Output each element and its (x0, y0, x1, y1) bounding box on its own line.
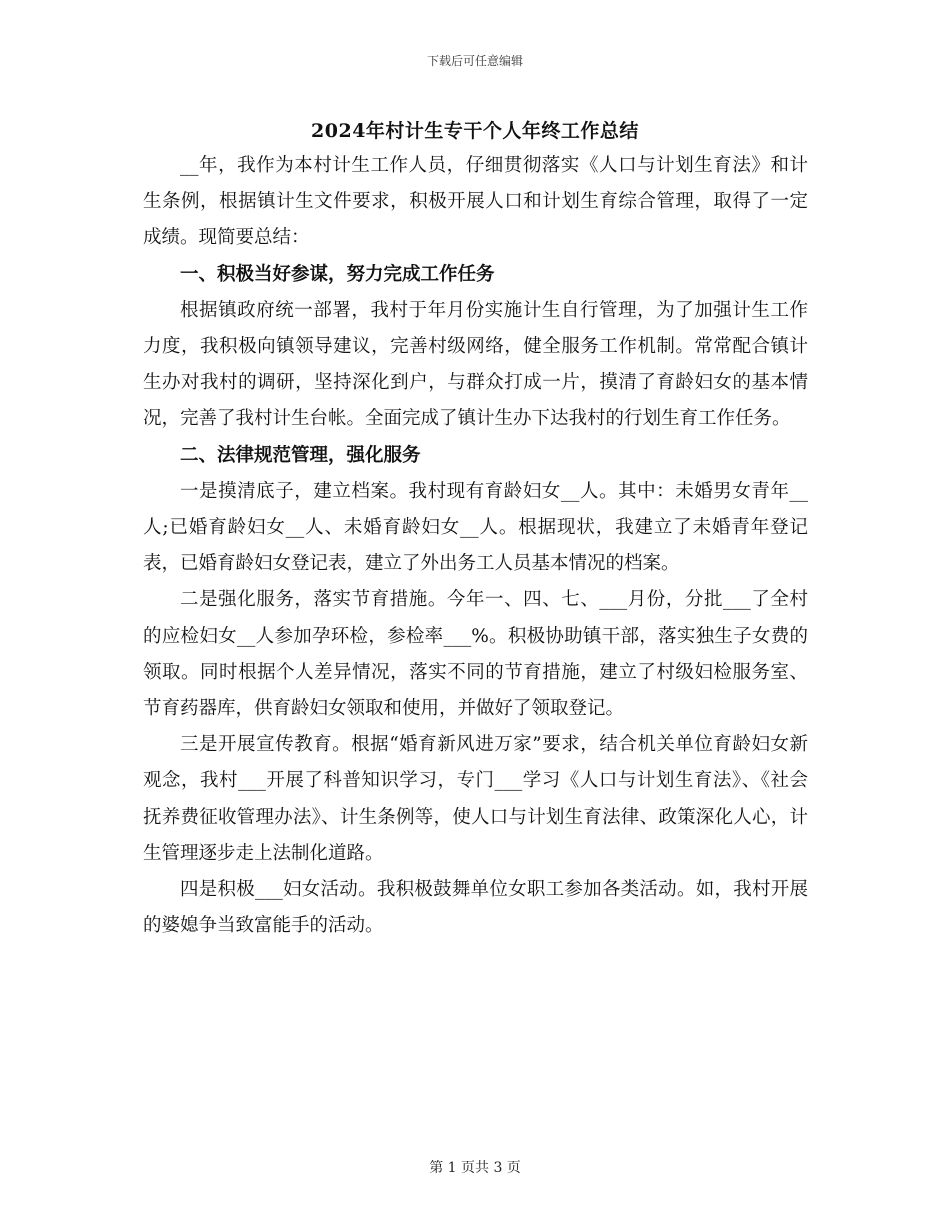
section-2-paragraph-3: 三是开展宣传教育。根据“婚育新风进万家”要求，结合机关单位育龄妇女新观念，我村___开展了科普知识学习，专门___学习《人口与计划生育法》、《社会抚养费征收管理办法》、计生条例等，使人口与计划生育法律、政策深化人心，计生管理逐步走上法制化道路。 (143, 734, 808, 864)
section-1-paragraph: 根据镇政府统一部署，我村于年月份实施计生自行管理，为了加强计生工作力度，我积极向镇领导建议，完善村级网络，健全服务工作机制。常常配合镇计生办对我村的调研，坚持深化到户，与群众打成一片，摸清了育龄妇女的基本情况，完善了我村计生台帐。全面完成了镇计生办下达我村的行划生育工作任务。 (143, 299, 808, 430)
page-header-note: 下载后可任意编辑 (426, 54, 523, 68)
section-2-heading: 二、法律规范管理，强化服务 (180, 444, 421, 466)
section-2-paragraph-2: 二是强化服务，落实节育措施。今年一、四、七、___月份，分批___了全村的应检妇女__人参加孕环检，参检率___%。积极协助镇干部，落实独生子女费的领取。同时根据个人差异情况，落实不同的节育措施，建立了村级妇检服务室、节育药器库，供育龄妇女领取和使用，并做好了领取登记。 (143, 589, 808, 720)
section-2-paragraph-1: 一是摸清底子，建立档案。我村现有育龄妇女__人。其中：未婚男女青年__人;已婚育龄妇女__人、未婚育龄妇女__人。根据现状，我建立了未婚青年登记表，已婚育龄妇女登记表，建立了外出务工人员基本情况的档案。 (143, 480, 808, 575)
document-title: 2024年村计生专干个人年终工作总结 (311, 120, 639, 142)
section-2-paragraph-4: 四是积极___妇女活动。我积极鼓舞单位女职工参加各类活动。如，我村开展的婆媳争当致富能手的活动。 (143, 879, 808, 937)
section-1-heading: 一、积极当好参谋，努力完成工作任务 (180, 263, 495, 285)
intro-paragraph: __年，我作为本村计生工作人员，仔细贯彻落实《人口与计划生育法》和计生条例，根据镇计生文件要求，积极开展人口和计划生育综合管理，取得了一定成绩。现简要总结： (143, 155, 808, 249)
document-body (143, 148, 808, 944)
page-number: 第 1 页共 3 页 (429, 1160, 521, 1176)
